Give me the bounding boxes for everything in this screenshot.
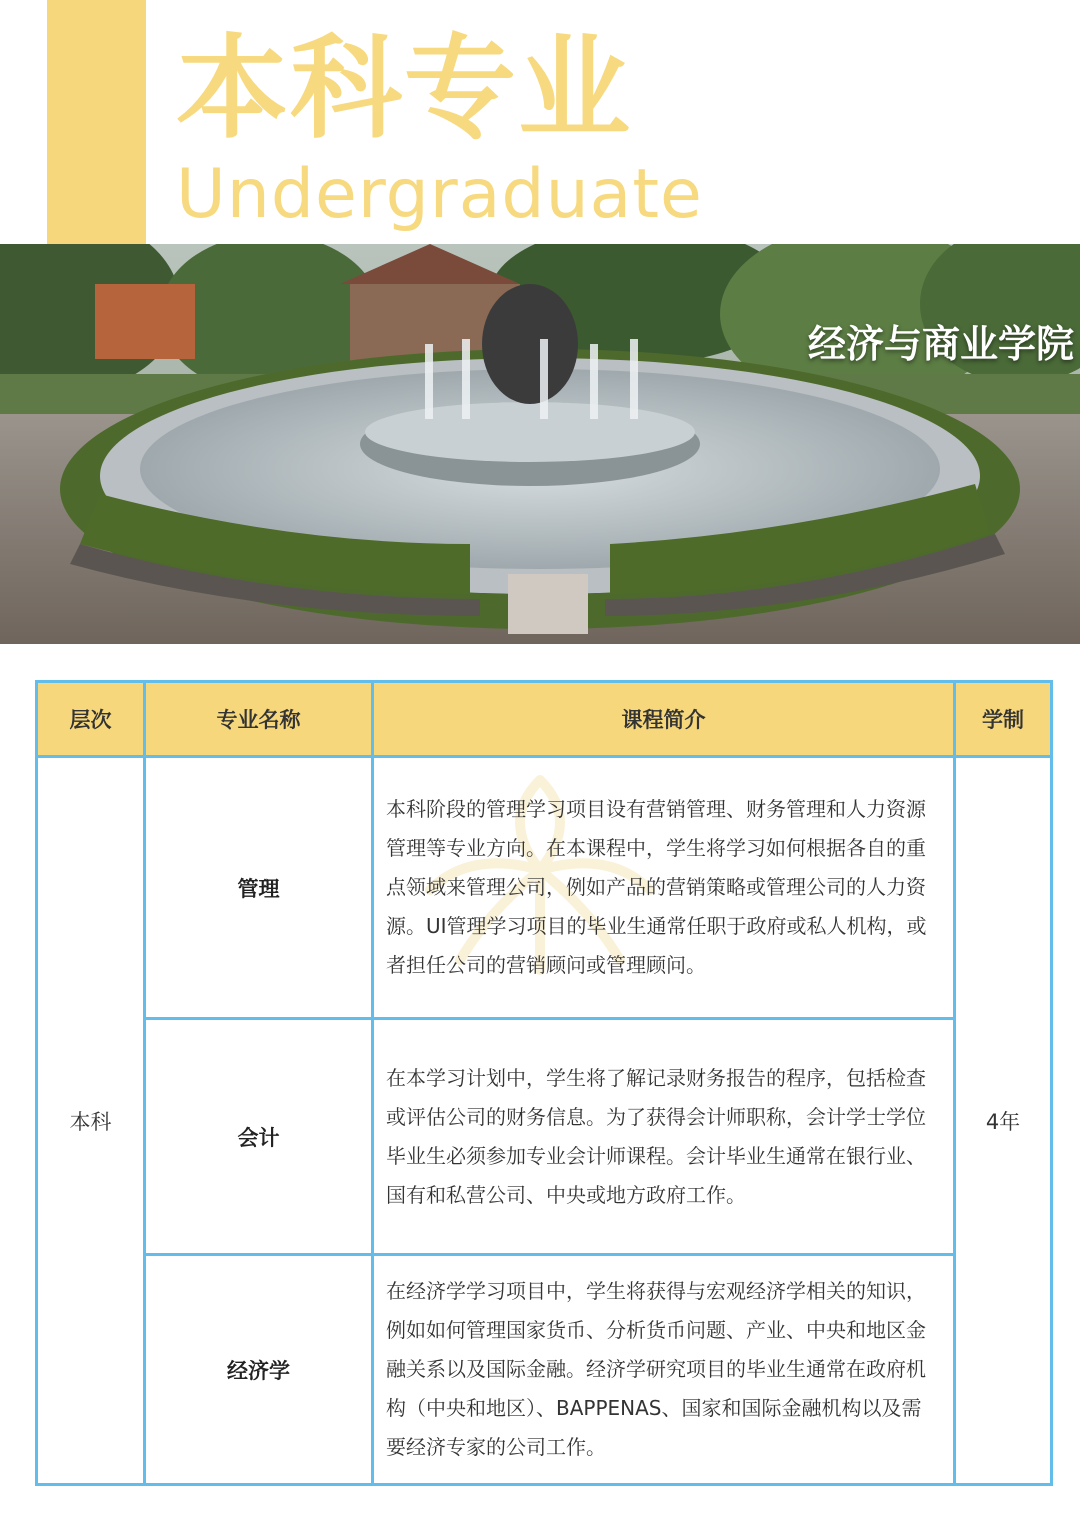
major-name-cell: 经济学 [145,1255,373,1485]
header-accent-bar [47,0,146,244]
header-course-intro: 课程简介 [373,682,955,757]
course-intro-cell: 本科阶段的管理学习项目设有营销管理、财务管理和人力资源管理等专业方向。在本课程中，学生将学习如何根据各自的重点领域来管理公司，例如产品的营销策略或管理公司的人力资源。UI管理学习项目的毕业生通常任职于政府或私人机构，或者担任公司的营销顾问或管理顾问。 [373,757,955,1019]
majors-table [35,680,1053,1486]
level-cell: 本科 [37,757,145,1485]
table-header-row [37,682,1052,757]
photo-caption: 经济与商业学院 [807,322,1074,366]
page-title: 本科专业 [176,24,632,154]
table-row [37,1255,1052,1485]
course-intro-cell: 在经济学学习项目中，学生将获得与宏观经济学相关的知识，例如如何管理国家货币、分析货币问题、产业、中央和地区金融关系以及国际金融。经济学研究项目的毕业生通常在政府机构（中央和地区）、BAPPENAS、国家和国际金融机构以及需要经济专家的公司工作。 [373,1255,955,1485]
table-row [37,757,1052,1019]
header-major-name: 专业名称 [145,682,373,757]
duration-cell: 4年 [955,757,1052,1485]
header-duration: 学制 [955,682,1052,757]
major-name-cell: 管理 [145,757,373,1019]
major-name-cell: 会计 [145,1019,373,1255]
header-level: 层次 [37,682,145,757]
course-intro-cell: 在本学习计划中，学生将了解记录财务报告的程序，包括检查或评估公司的财务信息。为了获得会计师职称，会计学士学位毕业生必须参加专业会计师课程。会计毕业生通常在银行业、国有和私营公司、中央或地方政府工作。 [373,1019,955,1255]
table-row [37,1019,1052,1255]
page-subtitle: Undergraduate [176,155,703,234]
campus-fountain-photo [0,244,1080,644]
